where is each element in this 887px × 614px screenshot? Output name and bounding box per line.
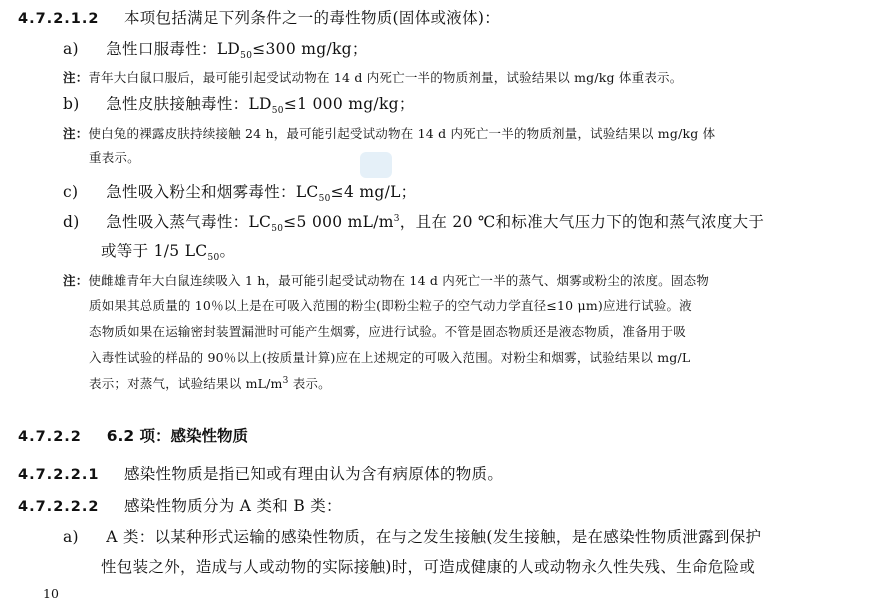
watermark-logo xyxy=(360,152,392,178)
note-label: 注： xyxy=(63,126,89,141)
clause-number: 4.7.2.2.1 xyxy=(18,467,100,483)
lc-subscript: 50 xyxy=(318,194,331,205)
note-text: 质如果其总质量的 10％以上是在可吸入范围的粉尘(即粉尘粒子的空气动力学直径≤10 μm)应进行试验。液 xyxy=(89,298,692,313)
item-title: 急性口服毒性： xyxy=(106,40,217,58)
note-1 xyxy=(63,68,682,86)
note-text: 青年大白鼠口服后，最可能引起受试动物在 14 d 内死亡一半的物质剂量，试验结果以 mg/kg 体重表示。 xyxy=(88,70,683,85)
ld-symbol: LD xyxy=(216,40,241,58)
item-label: c) xyxy=(63,183,79,201)
item-title: 急性吸入蒸气毒性： xyxy=(106,213,249,231)
unit-superscript: 3 xyxy=(282,375,289,386)
page-number: 10 xyxy=(43,586,59,601)
note-text: 入毒性试验的样品的 90％以上(按质量计算)应在上述规定的可吸入范围。对粉尘和烟雾，试验结果以 mg/L xyxy=(89,350,691,365)
item-label: a) xyxy=(63,528,79,546)
item-value: ≤5 000 mL/m xyxy=(283,213,394,231)
ld-subscript: 50 xyxy=(271,106,284,117)
item-condition: 或等于 1/5 LC xyxy=(101,242,208,260)
clause-4-7-2-2-2 xyxy=(18,494,342,516)
item-label: d) xyxy=(63,213,80,231)
item-d-line-2 xyxy=(101,239,235,263)
note-2-line-2 xyxy=(89,148,140,166)
item-value: ≤4 mg/L； xyxy=(330,183,417,201)
item-d-vapour-toxicity xyxy=(63,210,764,234)
lc-subscript: 50 xyxy=(207,253,220,264)
note-text: 态物质如果在运输密封装置漏泄时可能产生烟雾，应进行试验。不管是固态物质还是液态物质，准备用于吸 xyxy=(89,324,686,339)
section-title: 6.2 项：感染性物质 xyxy=(106,427,249,445)
note-label: 注： xyxy=(63,273,89,288)
item-value: ≤1 000 mg/kg； xyxy=(283,95,415,113)
note-text: 重表示。 xyxy=(89,150,140,165)
item-a-category-a-line-2 xyxy=(101,555,755,577)
note-3-line-5 xyxy=(89,374,331,392)
item-label: a) xyxy=(63,40,79,58)
note-3-line-4 xyxy=(89,348,690,366)
item-a-category-a xyxy=(63,525,761,547)
clause-text: 本项包括满足下列条件之一的毒性物质(固体或液体)： xyxy=(123,9,501,27)
ld-subscript: 50 xyxy=(240,51,253,62)
note-3-line-3 xyxy=(89,322,686,340)
clause-number: 4.7.2.2.2 xyxy=(18,499,100,515)
item-b-dermal-toxicity xyxy=(63,92,415,116)
note-text: 使雌雄青年大白鼠连续吸入 1 h，最可能引起受试动物在 14 d 内死亡一半的蒸气、烟雾或粉尘的浓度。固态物 xyxy=(88,273,709,288)
item-value: ≤300 mg/kg； xyxy=(252,40,368,58)
item-text: 性包装之外，造成与人或动物的实际接触)时，可造成健康的人或动物永久性失残、生命危险或 xyxy=(101,558,756,576)
note-text: 表示。 xyxy=(288,376,331,391)
item-c-dust-toxicity xyxy=(63,180,416,204)
clause-4-7-2-2-1 xyxy=(18,462,503,484)
note-label: 注： xyxy=(63,70,89,85)
item-a-oral-toxicity xyxy=(63,37,368,61)
note-2-line-1 xyxy=(63,124,715,142)
section-heading-6-2 xyxy=(18,424,248,446)
item-title: 急性吸入粉尘和烟雾毒性： xyxy=(106,183,296,201)
item-text: A 类：以某种形式运输的感染性物质，在与之发生接触(发生接触，是在感染性物质泄露到保护 xyxy=(106,528,762,546)
clause-number: 4.7.2.1.2 xyxy=(18,11,100,27)
note-3-line-1 xyxy=(63,271,709,289)
clause-text: 感染性物质是指已知或有理由认为含有病原体的物质。 xyxy=(123,465,504,483)
lc-symbol: LC xyxy=(295,183,319,201)
item-condition: ，且在 20 ℃和标准大气压力下的饱和蒸气浓度大于 xyxy=(399,213,765,231)
ld-symbol: LD xyxy=(248,95,272,113)
note-text: 表示；对蒸气，试验结果以 mL/m xyxy=(89,376,283,391)
unit-superscript: 3 xyxy=(393,213,400,224)
lc-subscript: 50 xyxy=(271,224,284,235)
section-number: 4.7.2.2 xyxy=(18,429,82,445)
clause-4-7-2-1-2 xyxy=(18,6,500,28)
clause-text: 感染性物质分为 A 类和 B 类： xyxy=(123,497,342,515)
item-title: 急性皮肤接触毒性： xyxy=(106,95,249,113)
item-label: b) xyxy=(63,95,80,113)
item-end: 。 xyxy=(219,242,236,260)
note-text: 使白兔的裸露皮肤持续接触 24 h，最可能引起受试动物在 14 d 内死亡一半的物质剂量，试验结果以 mg/kg 体 xyxy=(88,126,716,141)
lc-symbol: LC xyxy=(248,213,272,231)
note-3-line-2 xyxy=(89,296,692,314)
